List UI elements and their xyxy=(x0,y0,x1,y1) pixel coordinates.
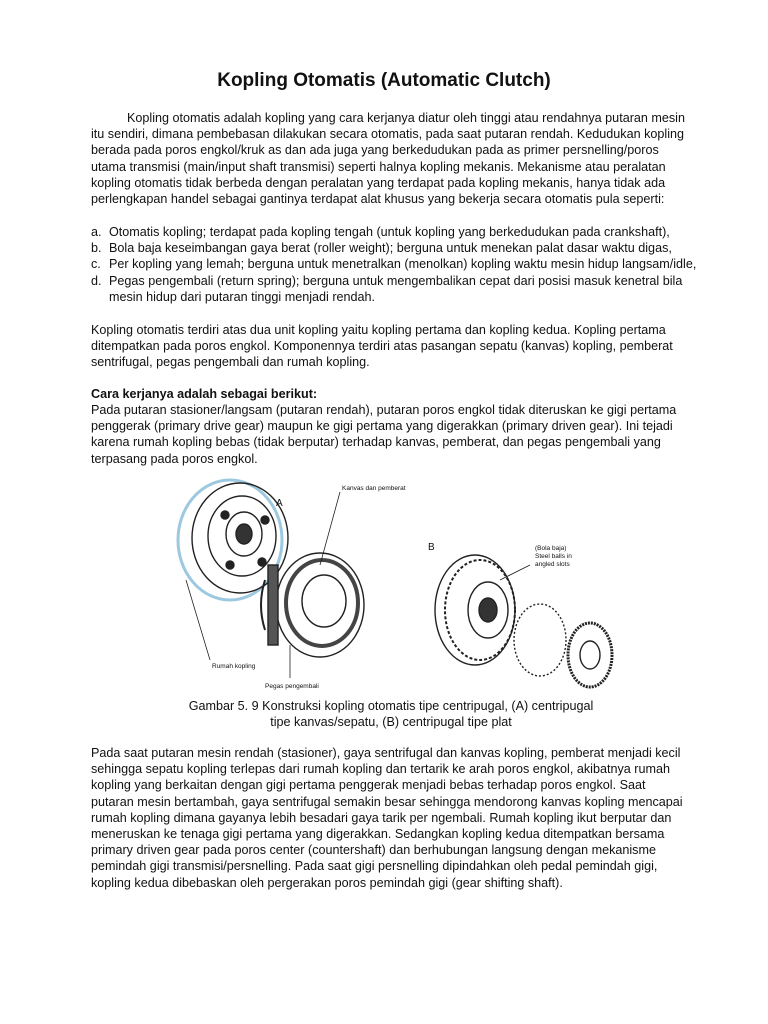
label-steel-balls: Steel balls in xyxy=(535,553,572,560)
components-paragraph: Kopling otomatis terdiri atas dua unit kopling yaitu kopling pertama dan kopling kedua. Kopling pertama ditempatkan pada poros engkol. Komponennya terdiri atas pasangan sepatu (kanvas) kopling, pemberat sentrifugal, pegas pengembali dan rumah kopling. xyxy=(91,323,673,370)
label-rumah-kopling: Rumah kopling xyxy=(212,663,256,670)
list-item: a. Otomatis kopling; terdapat pada kopling tengah (untuk kopling yang berkedudukan pada crankshaft), xyxy=(91,225,670,239)
operation-paragraph: Pada saat putaran mesin rendah (stasioner), gaya sentrifugal dan kanvas kopling, pemberat menjadi kecil sehingga sepatu kopling terlepas dari rumah kopling dan tertarik ke arah poros engkol, akibatnya rumah kopling yang berkaitan dengan gigi pertama penggerak menjadi bebas terhadap poros engkol. Saat putaran mesin bertambah, gaya sentrifugal semakin besar sehingga mendorong kanvas kopling mencapai rumah kopling dimana gayanya lebih besadari gaya tarik per ngembali. Rumah kopling ikut berputar dan meneruskan ke tenaga gigi pertama yang digerakkan. Sedangkan kopling kedua ditempatkan bersama primary driven gear pada poros center (countershaft) dan berhubungan langsung dengan mekanisme pemindah gigi transmisi/persnelling. Pada saat gigi persnelling dipindahkan oleh pedal pemindah gigi, kopling kedua dibebaskan oleh pergerakan poros pemindah gigi (gear shifting shaft). xyxy=(91,746,683,890)
page-title: Kopling Otomatis (Automatic Clutch) xyxy=(217,70,551,91)
label-a: A xyxy=(276,498,283,509)
figure-caption-line2: tipe kanvas/sepatu, (B) centripugal tipe plat xyxy=(270,715,512,729)
list-item: b. Bola baja keseimbangan gaya berat (roller weight); berguna untuk menekan palat dasar waktu digas, xyxy=(91,241,672,256)
list-item: c. Per kopling yang lemah; berguna untuk menetralkan (menolkan) kopling waktu mesin hidup langsam/idle, xyxy=(91,257,697,272)
list-item: d. Pegas pengembali (return spring); berguna untuk mengembalikan cepat dari posisi masuk kenetral bila mesin hidup dari putaran tinggi menjadi rendah. xyxy=(91,273,683,304)
section-subheading: Cara kerjanya adalah sebagai berikut: xyxy=(91,387,318,401)
label-kanvas: Kanvas dan pemberat xyxy=(342,485,406,492)
figure-caption-line1: Gambar 5. 9 Konstruksi kopling otomatis tipe centripugal, (A) centripugal xyxy=(188,699,594,713)
label-b: B xyxy=(428,542,435,553)
clutch-diagram xyxy=(170,470,630,695)
working-paragraph: Pada putaran stasioner/langsam (putaran rendah), putaran poros engkol tidak diteruskan ke gigi pertama penggerak (primary drive gear) maupun ke gigi pertama yang digerakkan (primary driven gear). Ini tejadi karena rumah kopling bebas (tidak berputar) terhadap kanvas, pemberat, dan pegas pengembali yang terpasang pada poros engkol. xyxy=(91,403,677,466)
feature-list xyxy=(91,224,701,305)
intro-paragraph: Kopling otomatis adalah kopling yang cara kerjanya diatur oleh tinggi atau rendahnya putaran mesin itu sendiri, dimana pembebasan dilakukan secara otomatis, pada saat putaran rendah. Kedudukan kopling berada pada poros engkol/kruk as dan ada juga yang berkedudukan pada as primer persnelling/poros utama transmisi (main/input shaft transmisi) seperti halnya kopling mekanis. Mekanisme atau peralatan kopling otomatis tidak berbeda dengan peralatan yang terdapat pada kopling mekanis, hanya tidak ada perlengkapan handel sebagai gantinya terdapat alat khusus yang bekerja secara otomatis pula seperti: xyxy=(91,111,685,207)
label-angled-slots: angled slots xyxy=(535,561,570,568)
label-bola-baja: (Bola baja) xyxy=(535,545,567,552)
label-pegas-pengembali: Pegas pengembali xyxy=(265,683,319,690)
